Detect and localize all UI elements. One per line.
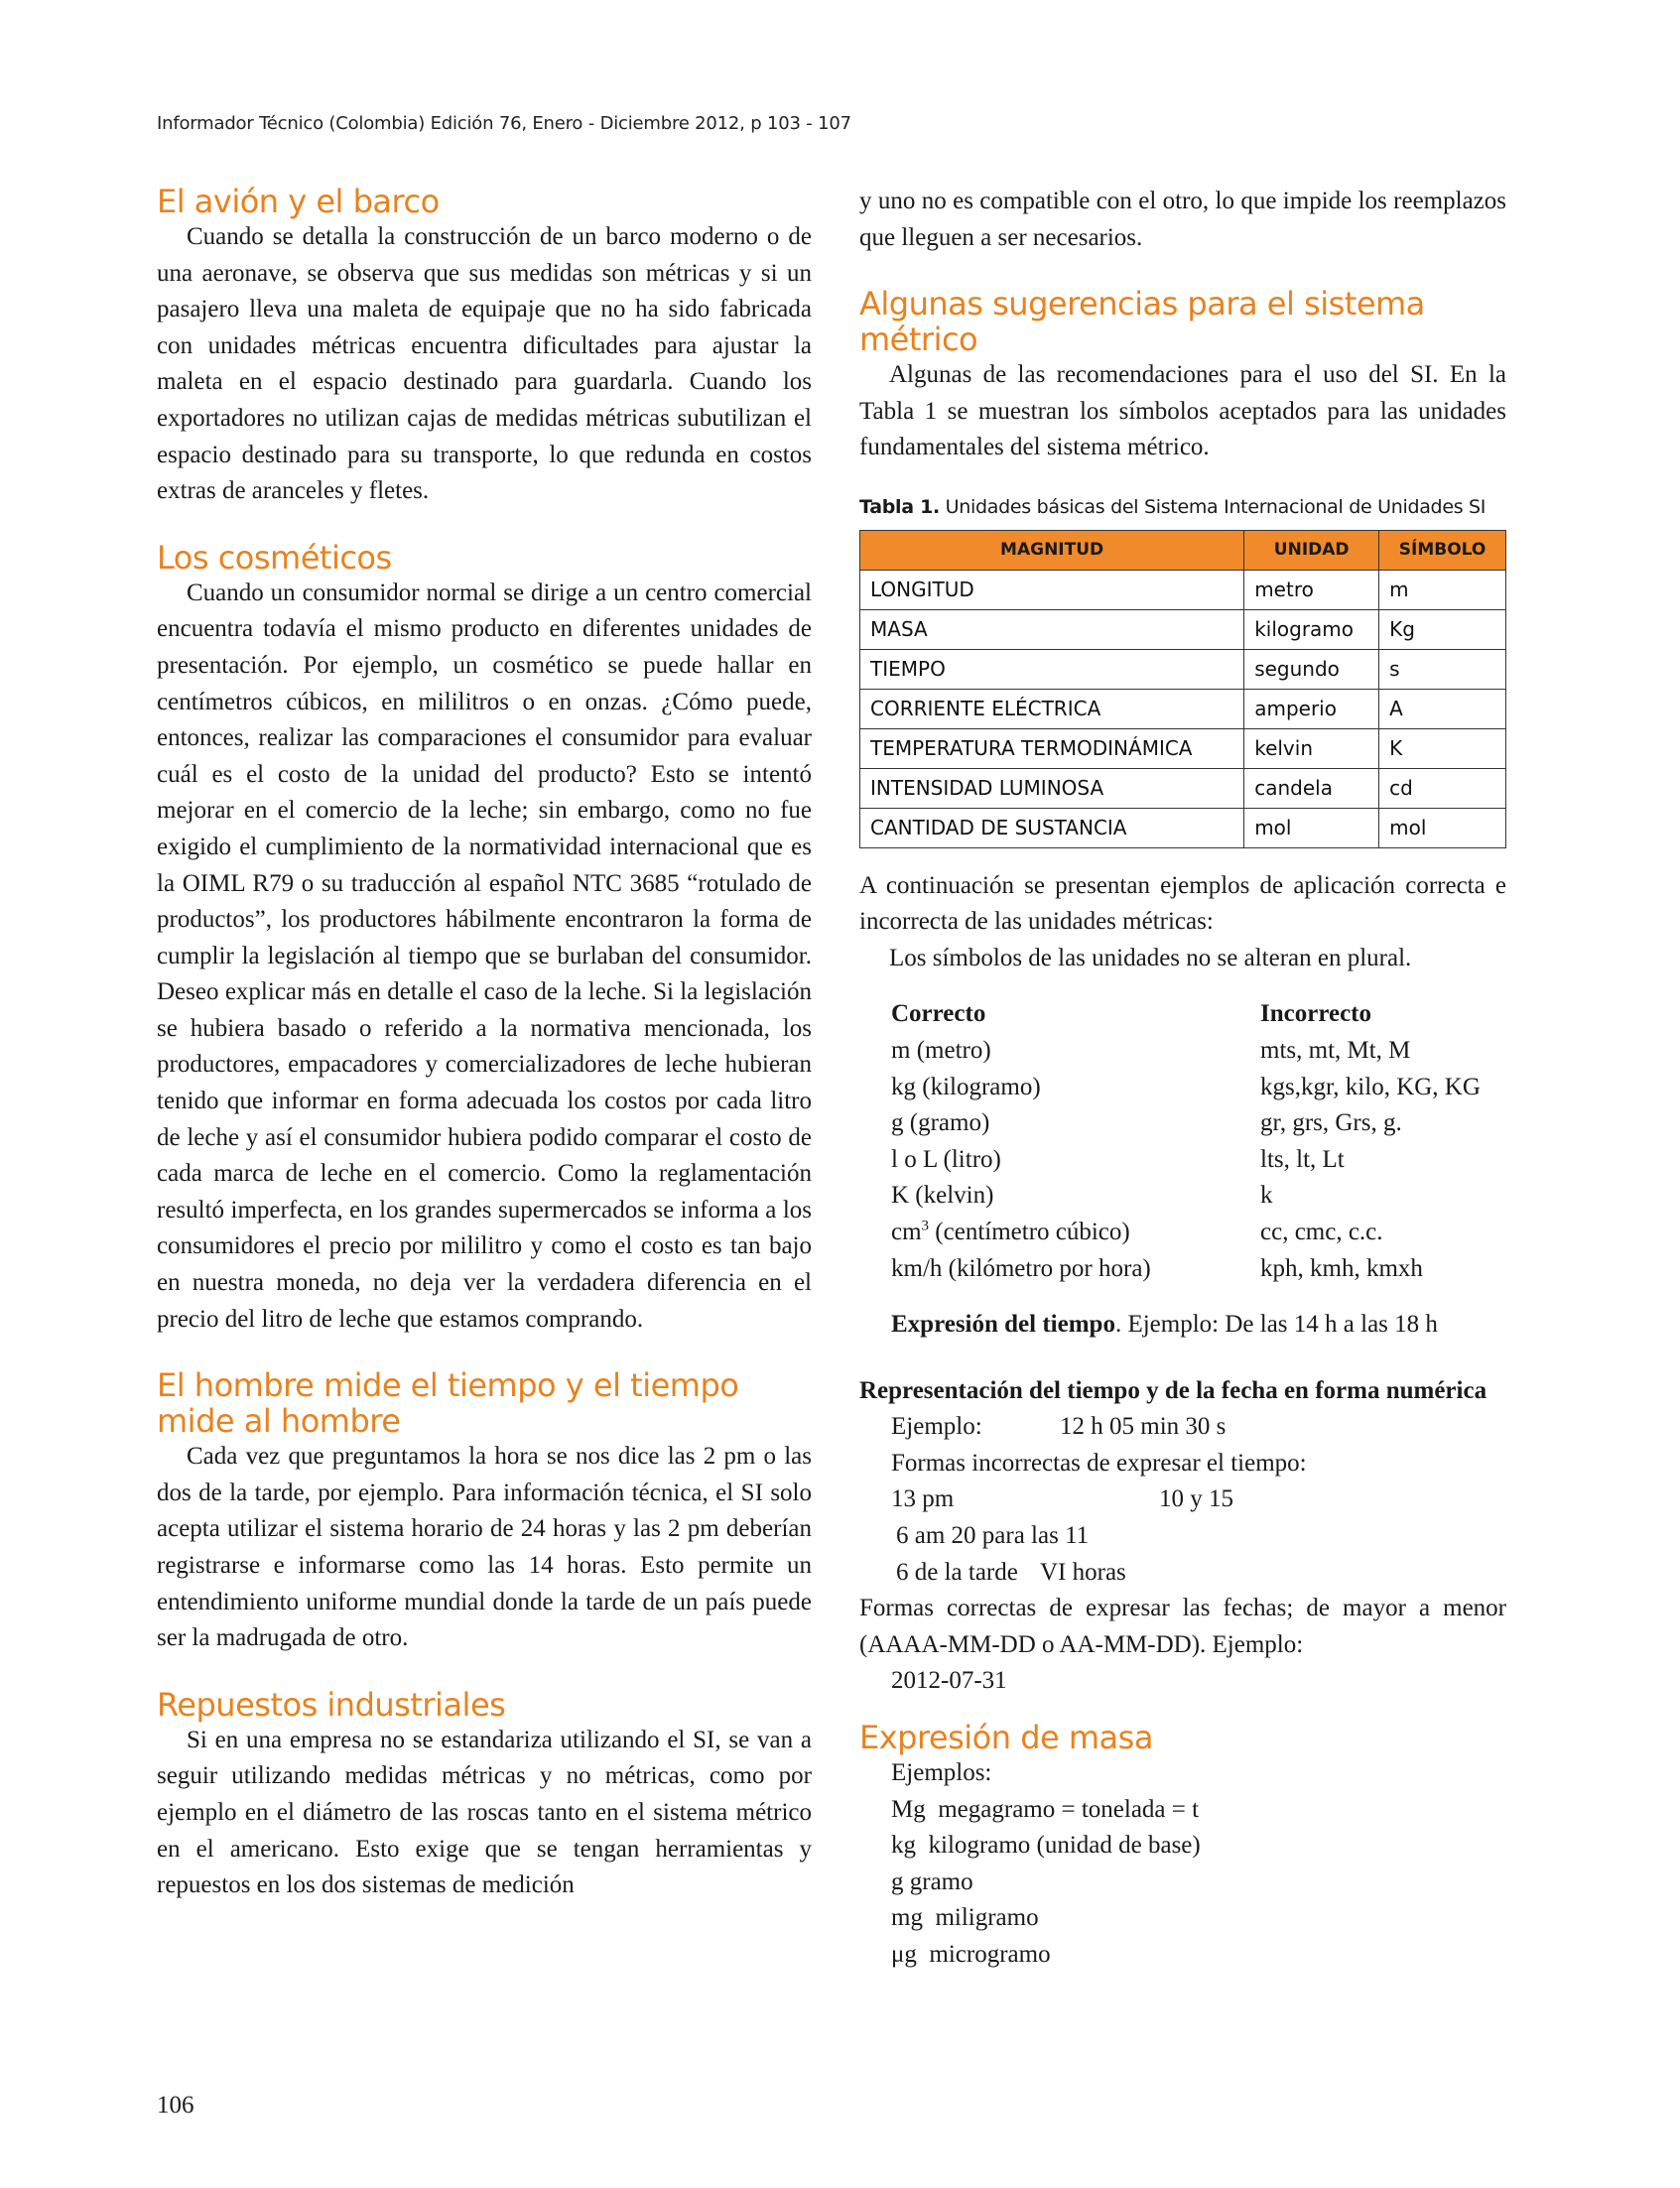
correct-item: l o L (litro) xyxy=(891,1145,1001,1173)
incorrect-item: cc, cmc, c.c. xyxy=(1260,1218,1383,1245)
table-cell: INTENSIDAD LUMINOSA xyxy=(860,768,1244,808)
correct-header: Correcto xyxy=(891,1000,986,1028)
time-expression: Expresión del tiempo. Ejemplo: De las 14 h a las 18 h xyxy=(891,1311,1438,1339)
paragraph-tiempo: Cada vez que preguntamos la hora se nos dice las 2 pm o las dos de la tarde, por ejemplo. Para información técnica, el SI solo acepta utilizar el sistema horario de 24 horas y las 2 pm deberían registrarse e informarse como las 14 horas. Esto permite un entendimiento uniforme mundial donde la tarde de un país puede ser la madrugada de otro. xyxy=(157,1443,812,1652)
right-column xyxy=(859,184,1506,1974)
correct-item: km/h (kilómetro por hora) xyxy=(891,1254,1151,1282)
table-row xyxy=(860,689,1506,728)
paragraph-dates: Formas correctas de expresar las fechas; de mayor a menor (AAAA-MM-DD o AA-MM-DD). Ejemplo: xyxy=(859,1595,1506,1658)
table-cell: mol xyxy=(1244,808,1379,847)
table-cell: A xyxy=(1379,689,1506,728)
incorrect-item: lts, lt, Lt xyxy=(1260,1145,1345,1173)
table-header-cell: SÍMBOLO xyxy=(1379,530,1506,570)
incorrect-item: kph, kmh, kmxh xyxy=(1260,1254,1423,1282)
table-row xyxy=(860,609,1506,649)
table-cell: cd xyxy=(1379,768,1506,808)
table-cell: K xyxy=(1379,728,1506,768)
section-title-avion: El avión y el barco xyxy=(157,183,440,220)
table-cell: segundo xyxy=(1244,649,1379,689)
mass-item: g gramo xyxy=(891,1867,973,1895)
table-row xyxy=(860,649,1506,689)
table-cell: TIEMPO xyxy=(860,649,1244,689)
mass-item: mg miligramo xyxy=(891,1904,1039,1932)
table-cell: m xyxy=(1379,570,1506,609)
paragraph-continuation: y uno no es compatible con el otro, lo que impide los reemplazos que lleguen a ser necesarios. xyxy=(859,188,1506,251)
table-cell: MASA xyxy=(860,609,1244,649)
table-cell: CORRIENTE ELÉCTRICA xyxy=(860,689,1244,728)
time-example: Ejemplo: 12 h 05 min 30 s xyxy=(891,1413,1227,1441)
table-cell: TEMPERATURA TERMODINÁMICA xyxy=(860,728,1244,768)
incorrect-item: kgs,kgr, kilo, KG, KG xyxy=(1260,1073,1481,1100)
table-cell: CANTIDAD DE SUSTANCIA xyxy=(860,808,1244,847)
table-caption: Tabla 1. Unidades básicas del Sistema Internacional de Unidades SI xyxy=(859,495,1486,518)
paragraph-sugerencias: Algunas de las recomendaciones para el uso del SI. En la Tabla 1 se muestran los símbolos aceptados para las unidades fundamentales del sistema métrico. xyxy=(859,361,1506,461)
table-row xyxy=(860,570,1506,609)
table-row xyxy=(860,768,1506,808)
table-header-cell: MAGNITUD xyxy=(860,530,1244,570)
table-cell: amperio xyxy=(1244,689,1379,728)
section-title-repuestos: Repuestos industriales xyxy=(157,1685,506,1724)
incorrect-header: Incorrecto xyxy=(1260,1000,1371,1028)
running-header: Informador Técnico (Colombia) Edición 76, Enero - Diciembre 2012, p 103 - 107 xyxy=(157,113,851,134)
incorrect-item: k xyxy=(1260,1182,1273,1210)
table-row xyxy=(860,728,1506,768)
mass-item: μg microgramo xyxy=(891,1941,1051,1968)
table-cell: kelvin xyxy=(1244,728,1379,768)
section-title-tiempo: El hombre mide el tiempo y el tiempo mide al hombre xyxy=(157,1366,739,1441)
paragraph-plural-note: Los símbolos de las unidades no se alteran en plural. xyxy=(889,944,1412,971)
subheading-representacion: Representación del tiempo y de la fecha en forma numérica xyxy=(859,1376,1487,1404)
mass-item: Mg megagramo = tonelada = t xyxy=(891,1795,1200,1823)
mass-item: kg kilogramo (unidad de base) xyxy=(891,1832,1201,1860)
incorrect-item: gr, grs, Grs, g. xyxy=(1260,1109,1402,1137)
section-title-cosmeticos: Los cosméticos xyxy=(157,538,392,577)
correct-incorrect-list xyxy=(859,996,1506,1287)
section-title-masa: Expresión de masa xyxy=(859,1719,1153,1757)
paragraph-repuestos: Si en una empresa no se estandariza utilizando el SI, se van a seguir utilizando medidas métricas y no métricas, como por ejemplo en el diámetro de las roscas tanto en el sistema métrico en el americano. Esto exige que se tengan herramientas y repuestos en los dos sistemas de medición xyxy=(157,1726,812,1899)
table-row xyxy=(860,808,1506,847)
paragraph-cosmeticos: Cuando un consumidor normal se dirige a un centro comercial encuentra todavía el mismo producto en diferentes unidades de presentación. Por ejemplo, un cosmético se puede hallar en centímetros cúbicos, en mililitros o en onzas. ¿Cómo puede, entonces, realizar las comparaciones el consumidor para evaluar cuál es el costo de la unidad del producto? Esto se intentó mejorar en el comercio de la leche; sin embargo, como no fue exigido el cumplimiento de la normatividad internacional que es la OIML R79 o su traducción al español NTC 3685 “rotulado de productos”, los productores hábilmente encontraron la forma de cumplir la legislación al tiempo que se burlaban del consumidor. Deseo explicar más en detalle el caso de la leche. Si la legislación se hubiera basado o referido a la normativa mencionada, los productores, empacadores y comercializadores de leche hubieran tenido que informar en forma adecuada los costos por cada litro de leche y así el consumidor hubiera podido comparar el costo de cada marca de leche en el comercio. Como la reglamentación resultó imperfecta, en los grandes supermercados se informa a los consumidores el precio por mililitro y como el costo es tan bajo en nuestra moneda, no deja ver la verdadera diferencia en el precio del litro de leche que estamos comprando. xyxy=(157,579,812,1333)
left-column xyxy=(157,184,812,1904)
mass-examples-label: Ejemplos: xyxy=(891,1759,992,1787)
paragraph-avion: Cuando se detalla la construcción de un barco moderno o de una aeronave, se observa que sus medidas son métricas y si un pasajero lleva una maleta de equipaje que no ha sido fabricada con unidades métricas encuentra dificultades para ajustar la maleta en el espacio destinado para guardarla. Cuando los exportadores no utilizan cajas de medidas métricas subutilizan el espacio destinado para su transporte, lo que redunda en costos extras de aranceles y fletes. xyxy=(157,223,812,505)
correct-item: g (gramo) xyxy=(891,1109,990,1137)
page-number: 106 xyxy=(157,2092,194,2119)
table-cell: LONGITUD xyxy=(860,570,1244,609)
table-cell: mol xyxy=(1379,808,1506,847)
incorrect-item: mts, mt, Mt, M xyxy=(1260,1036,1411,1064)
table-cell: candela xyxy=(1244,768,1379,808)
table-cell: s xyxy=(1379,649,1506,689)
si-units-table xyxy=(859,530,1506,848)
incorrect-forms-row: 6 de la tarde VI horas xyxy=(896,1558,1126,1586)
table-cell: metro xyxy=(1244,570,1379,609)
date-example: 2012-07-31 xyxy=(891,1667,1007,1695)
correct-item: kg (kilogramo) xyxy=(891,1073,1041,1100)
correct-item: m (metro) xyxy=(891,1036,991,1064)
table-cell: kilogramo xyxy=(1244,609,1379,649)
correct-item-cm3: $cm^3$ (centímetro cúbico) xyxy=(891,1218,1130,1245)
table-cell: Kg xyxy=(1379,609,1506,649)
section-title-sugerencias: Algunas sugerencias para el sistema métrico xyxy=(859,285,1425,359)
table-header-row xyxy=(860,530,1506,570)
incorrect-forms-row: 6 am 20 para las 11 xyxy=(896,1522,1090,1550)
paragraph-examples-intro: A continuación se presentan ejemplos de aplicación correcta e incorrecta de las unidades métricas: xyxy=(859,871,1506,936)
incorrect-forms-row: 13 pm 10 y 15 xyxy=(891,1485,1233,1513)
table-header-cell: UNIDAD xyxy=(1244,530,1379,570)
incorrect-forms-label: Formas incorrectas de expresar el tiempo: xyxy=(891,1449,1307,1477)
correct-item: K (kelvin) xyxy=(891,1182,994,1210)
